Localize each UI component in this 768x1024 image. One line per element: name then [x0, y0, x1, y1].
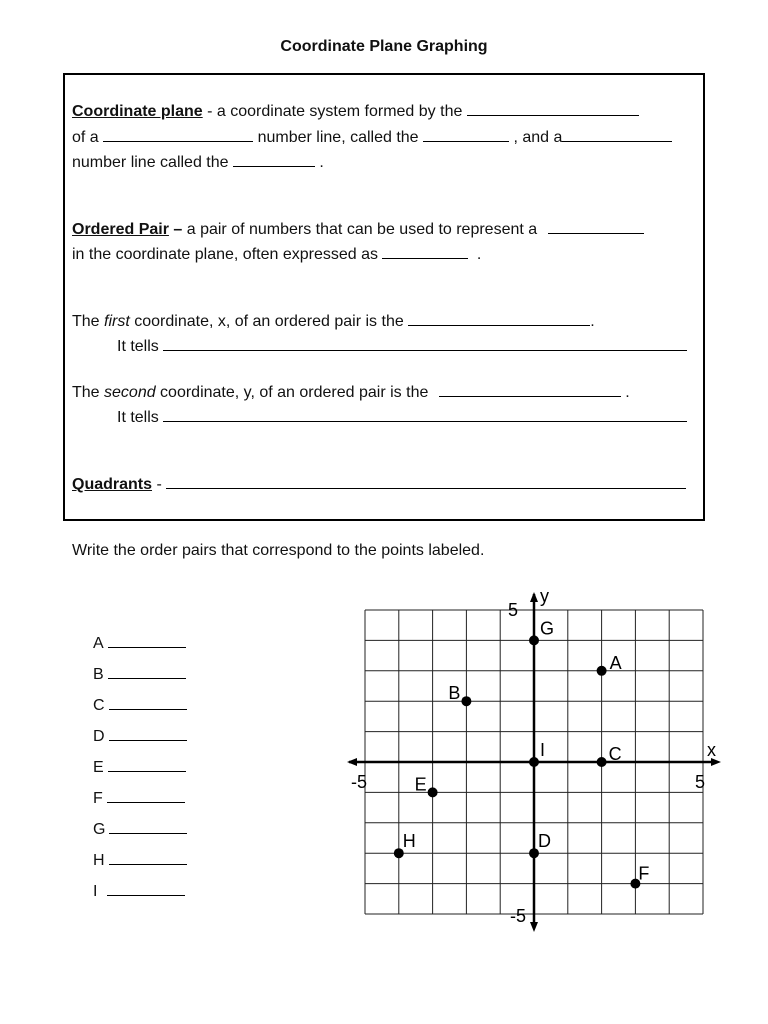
y-axis-label: y: [540, 586, 549, 606]
point-i: [529, 757, 539, 767]
second-coordinate-text: coordinate, y, of an ordered pair is the: [155, 384, 433, 401]
answer-label: B: [93, 666, 104, 683]
answer-label: A: [93, 635, 104, 652]
coordinate-plane-text: - a coordinate system formed by the: [202, 103, 467, 120]
point-label: H: [402, 831, 416, 852]
point-label: C: [608, 744, 622, 764]
quadrants-term: Quadrants: [72, 476, 153, 493]
first-coordinate-text: coordinate, x, of an ordered pair is the: [129, 313, 409, 330]
coordinate-plane-text: , and a: [509, 129, 563, 146]
first-coordinate-prefix: The: [72, 313, 105, 330]
second-coordinate-end: .: [620, 384, 630, 401]
first-word: first: [104, 313, 130, 330]
y-axis-arrow-down: [530, 922, 538, 932]
y-tick-label: -5: [510, 906, 527, 926]
point-label: I: [540, 740, 546, 760]
x-axis-arrow-left: [347, 758, 357, 766]
second-word: second: [104, 384, 156, 401]
ordered-pair-dash: –: [168, 221, 183, 238]
ordered-pair-text: in the coordinate plane, often expressed as: [72, 246, 383, 263]
coordinate-plane-text: number line called the: [72, 154, 233, 171]
x-tick-label: -5: [351, 772, 368, 792]
answer-label: D: [93, 728, 105, 745]
point-b: [461, 696, 471, 706]
point-label: F: [638, 863, 650, 884]
ordered-pair-term: Ordered Pair: [72, 221, 169, 238]
point-label: B: [448, 683, 461, 704]
ordered-pair-text: a pair of numbers that can be used to represent a: [182, 221, 542, 238]
first-coordinate-end: .: [590, 313, 595, 330]
coordinate-plane-text: of a: [72, 129, 104, 146]
point-e: [428, 787, 438, 797]
x-axis-label: x: [707, 740, 716, 760]
coordinate-plane-text: .: [314, 154, 324, 171]
it-tells-text: It tells: [117, 409, 164, 426]
x-tick-label: 5: [695, 772, 706, 792]
answer-label: E: [93, 759, 104, 776]
second-coordinate-prefix: The: [72, 384, 105, 401]
point-c: [597, 757, 607, 767]
point-a: [597, 666, 607, 676]
point-label: G: [540, 618, 555, 639]
coordinate-plane-term: Coordinate plane: [72, 103, 203, 120]
point-label: D: [538, 831, 551, 852]
instructions: Write the order pairs that correspond to the points labeled.: [72, 542, 485, 559]
point-g: [529, 635, 539, 645]
ordered-pair-text: .: [472, 246, 482, 263]
answer-label: H: [93, 852, 105, 869]
y-tick-label: 5: [508, 600, 519, 620]
it-tells-text: It tells: [117, 338, 164, 355]
answer-label: I: [93, 883, 98, 900]
point-label: A: [609, 652, 622, 673]
answer-label: C: [93, 697, 105, 714]
answer-label: G: [93, 821, 106, 838]
y-axis-arrow-up: [530, 592, 538, 602]
coordinate-plane-text: number line, called the: [253, 129, 424, 146]
point-label: E: [414, 774, 427, 795]
answer-label: F: [93, 790, 103, 807]
page-title: Coordinate Plane Graphing: [280, 38, 488, 55]
quadrants-text: -: [152, 476, 167, 493]
